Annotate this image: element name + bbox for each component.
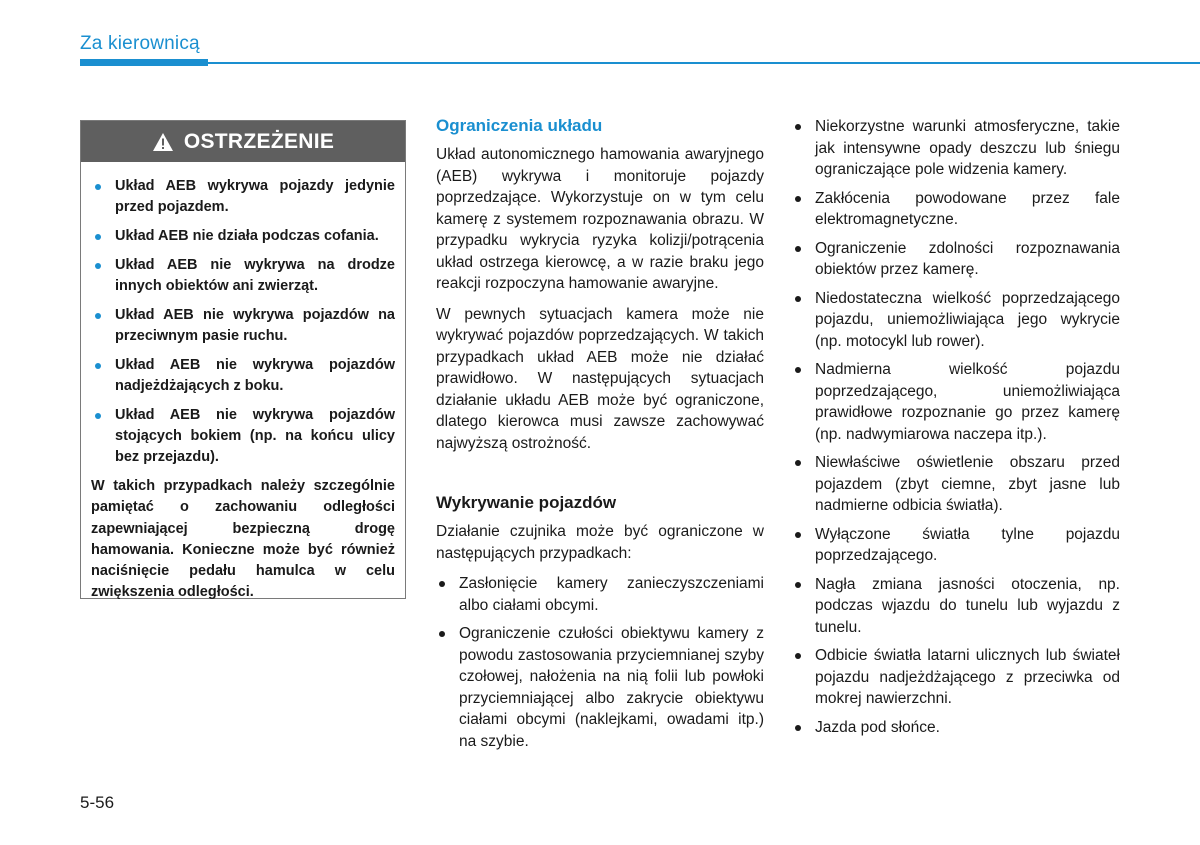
warning-list-item xyxy=(91,355,395,397)
list-item-text: Niedostateczna wielkość poprzedzającego pojazdu, uniemożliwiająca jego wykrycie (np. motocykl lub rower). xyxy=(815,289,1120,350)
list-item-text: Zasłonięcie kamery zanieczyszczeniami albo ciałami obcymi. xyxy=(459,575,764,614)
bullet-icon xyxy=(439,581,445,587)
warning-body xyxy=(81,162,405,604)
list-item xyxy=(792,238,1120,281)
conditions-list xyxy=(792,116,1120,738)
warning-item-text: Układ AEB nie wykrywa pojazdów na przeciwnym pasie ruchu. xyxy=(115,307,395,344)
list-item-text: Wyłączone światła tylne pojazdu poprzedzającego. xyxy=(815,525,1120,564)
warning-list-item xyxy=(91,405,395,468)
list-item-text: Niewłaściwe oświetlenie obszaru przed pojazdem (zbyt ciemne, zbyt jasne lub nadmierne odbicia światła). xyxy=(815,454,1120,514)
bullet-icon xyxy=(795,124,801,130)
bullet-icon xyxy=(95,363,101,369)
list-item xyxy=(792,359,1120,445)
bullet-icon xyxy=(95,263,101,269)
section-header-title: Za kierownicą xyxy=(80,33,200,54)
warning-box xyxy=(80,120,406,599)
bullet-icon xyxy=(795,653,801,659)
warning-item-text: Układ AEB nie wykrywa na drodze innych obiektów ani zwierząt. xyxy=(115,257,395,294)
warning-list-item xyxy=(91,226,395,247)
bullet-icon xyxy=(795,582,801,588)
section-title-vehicle-detection: Wykrywanie pojazdów xyxy=(436,493,617,512)
warning-header xyxy=(81,121,405,162)
paragraph: Działanie czujnika może być ograniczone w następujących przypadkach: xyxy=(436,523,764,562)
header-rule xyxy=(80,62,1200,64)
list-item xyxy=(792,574,1120,639)
bullet-icon xyxy=(795,725,801,731)
list-item-text: Zakłócenia powodowane przez fale elektromagnetyczne. xyxy=(815,189,1120,228)
paragraph: Układ autonomicznego hamowania awaryjnego (AEB) wykrywa i monitoruje pojazdy poprzedzające. Wykorzystuje on w tym celu kamerę z systemem rozpoznawania obrazu. W przypadku wykrycia ryzyka kolizji/potrącenia układ ostrzega kierowcę, a w razie braku jego reakcji rozpoczyna hamowanie awaryjne. xyxy=(436,146,764,292)
warning-title: OSTRZEŻENIE xyxy=(183,129,335,153)
list-item xyxy=(792,717,1120,739)
warning-triangle-icon xyxy=(152,132,174,152)
middle-column xyxy=(436,116,764,759)
list-item xyxy=(792,188,1120,231)
right-column xyxy=(792,116,1120,745)
bullet-icon xyxy=(795,296,801,302)
list-item xyxy=(792,524,1120,567)
detection-list xyxy=(436,573,764,752)
page-number: 5-56 xyxy=(80,793,115,812)
warning-list xyxy=(91,176,395,468)
section-title-limitations: Ograniczenia układu xyxy=(436,116,603,135)
bullet-icon xyxy=(795,246,801,252)
list-item xyxy=(792,645,1120,710)
list-item-text: Nagła zmiana jasności otoczenia, np. podczas wjazdu do tunelu lub wyjazdu z tunelu. xyxy=(815,575,1120,636)
bullet-icon xyxy=(795,532,801,538)
warning-list-item xyxy=(91,305,395,347)
list-item-text: Nadmierna wielkość pojazdu poprzedzającego, uniemożliwiająca prawidłowe rozpoznanie go przez kamerę (np. nadwymiarowa naczepa itp.). xyxy=(815,361,1120,443)
bullet-icon xyxy=(95,234,101,240)
list-item-text: Niekorzystne warunki atmosferyczne, takie jak intensywne opady deszczu lub śniegu ograniczające pole widzenia kamery. xyxy=(815,118,1120,178)
list-item-text: Ograniczenie zdolności rozpoznawania obiektów przez kamerę. xyxy=(815,239,1120,278)
list-item xyxy=(436,573,764,616)
list-item-text: Odbicie światła latarni ulicznych lub świateł pojazdu nadjeżdżającego z przeciwka od mokrej nawierzchni. xyxy=(815,647,1120,707)
bullet-icon xyxy=(95,313,101,319)
list-item-text: Jazda pod słońce. xyxy=(815,718,940,736)
list-item xyxy=(792,288,1120,353)
bullet-icon xyxy=(795,196,801,202)
paragraph: W pewnych sytuacjach kamera może nie wykrywać pojazdów poprzedzających. W takich przypadkach układ AEB może nie działać prawidłowo. W następujących sytuacjach działanie układu AEB może być ograniczone, dlatego kierowca musi zawsze zachowywać najwyższą ostrożność. xyxy=(436,305,764,452)
warning-item-text: Układ AEB nie wykrywa pojazdów nadjeżdżających z boku. xyxy=(115,357,395,394)
list-item xyxy=(436,623,764,752)
warning-item-text: Układ AEB nie wykrywa pojazdów stojących bokiem (np. na końcu ulicy bez przejazdu). xyxy=(115,407,395,465)
bullet-icon xyxy=(439,631,445,637)
list-item-text: Ograniczenie czułości obiektywu kamery z powodu zastosowania przyciemnianej szyby czołowej, nałożenia na nią folii lub powłoki przyciemniającej albo zakrycie obiektywu ciałami obcymi (naklejkami, owadami itp.) na szybie. xyxy=(459,625,764,750)
list-item xyxy=(792,452,1120,517)
header-rule-accent xyxy=(80,59,208,66)
bullet-icon xyxy=(95,413,101,419)
bullet-icon xyxy=(795,460,801,466)
warning-list-item xyxy=(91,176,395,218)
bullet-icon xyxy=(795,367,801,373)
warning-paragraph: W takich przypadkach należy szczególnie pamiętać o zachowaniu odległości zapewniającej bezpieczną drogę hamowania. Konieczne może być również naciśnięcie pedału hamulca w celu zwiększenia odległości. xyxy=(91,478,395,601)
warning-list-item xyxy=(91,255,395,297)
warning-item-text: Układ AEB wykrywa pojazdy jedynie przed pojazdem. xyxy=(115,178,395,215)
bullet-icon xyxy=(95,184,101,190)
list-item xyxy=(792,116,1120,181)
warning-item-text: Układ AEB nie działa podczas cofania. xyxy=(115,228,379,244)
